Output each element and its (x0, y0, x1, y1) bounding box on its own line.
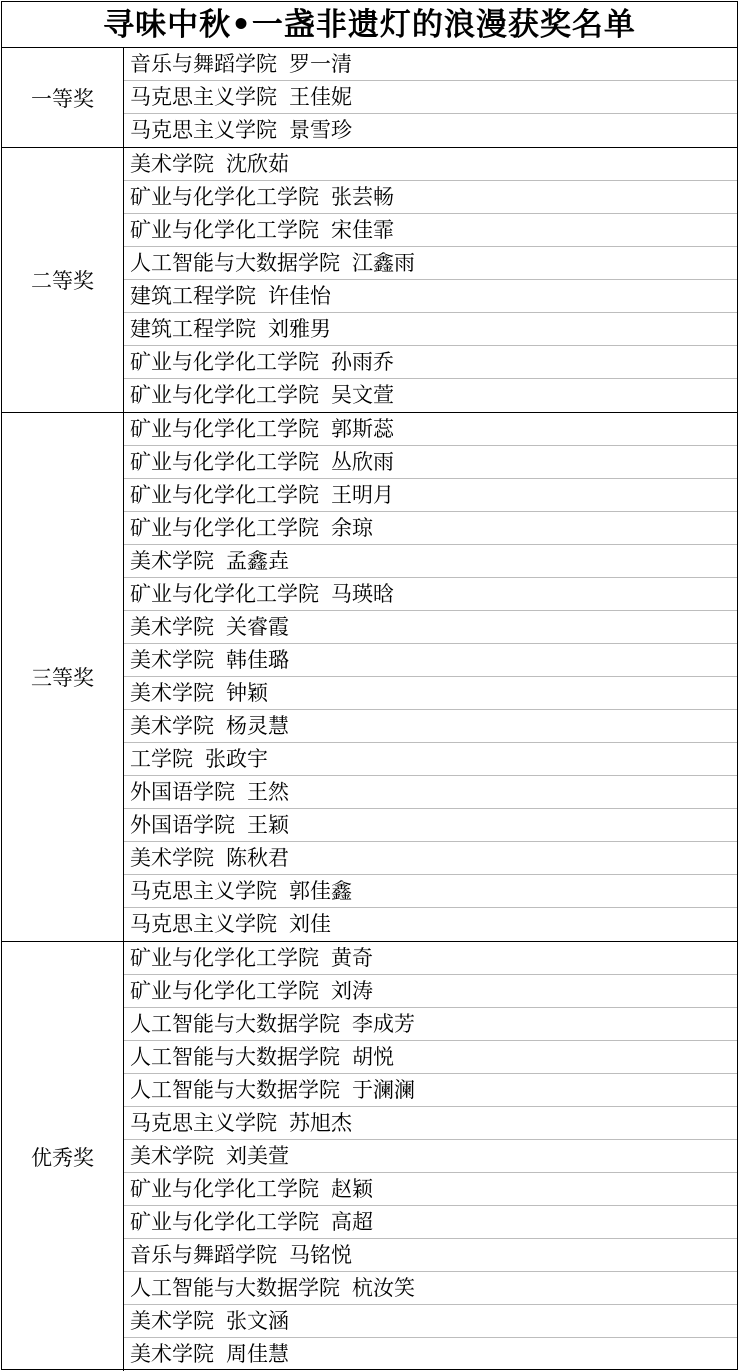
winner-name: 刘涛 (331, 979, 373, 1003)
college-name: 美术学院 (130, 714, 214, 738)
winner-name: 刘雅男 (268, 317, 331, 341)
college-name: 音乐与舞蹈学院 (130, 52, 277, 76)
winner-row (124, 677, 737, 710)
award-group (2, 48, 737, 148)
winner-row (124, 1107, 737, 1140)
college-name: 矿业与化学化工学院 (130, 1210, 319, 1234)
winner-name: 张芸畅 (331, 185, 394, 209)
winner-list (124, 413, 737, 941)
winner-name: 江鑫雨 (352, 251, 415, 275)
winner-name: 吴文萱 (331, 383, 394, 407)
winner-row (124, 1173, 737, 1206)
winner-name: 苏旭杰 (289, 1111, 352, 1135)
college-name: 矿业与化学化工学院 (130, 582, 319, 606)
winner-row (124, 247, 737, 280)
winner-row (124, 280, 737, 313)
college-name: 人工智能与大数据学院 (130, 1045, 340, 1069)
college-name: 人工智能与大数据学院 (130, 1276, 340, 1300)
award-level-cell: 二等奖 (2, 148, 124, 412)
winner-row (124, 346, 737, 379)
winner-name: 钟颖 (226, 681, 268, 705)
college-name: 美术学院 (130, 549, 214, 573)
page-title: 寻味中秋•一盏非遗灯的浪漫获奖名单 (2, 2, 737, 48)
college-name: 建筑工程学院 (130, 317, 256, 341)
winner-row (124, 1305, 737, 1338)
college-name: 人工智能与大数据学院 (130, 1012, 340, 1036)
winner-row (124, 413, 737, 446)
winner-row (124, 776, 737, 809)
winner-name: 韩佳璐 (226, 648, 289, 672)
winner-name: 周佳慧 (226, 1342, 289, 1366)
winner-name: 关睿霞 (226, 615, 289, 639)
college-name: 矿业与化学化工学院 (130, 979, 319, 1003)
winner-name: 马瑛晗 (331, 582, 394, 606)
winner-name: 罗一清 (289, 52, 352, 76)
winner-name: 高超 (331, 1210, 373, 1234)
college-name: 外国语学院 (130, 780, 235, 804)
college-name: 矿业与化学化工学院 (130, 185, 319, 209)
college-name: 美术学院 (130, 846, 214, 870)
winner-row (124, 479, 737, 512)
winner-row (124, 1041, 737, 1074)
winner-row (124, 1272, 737, 1305)
winner-row (124, 942, 737, 975)
winner-row (124, 644, 737, 677)
award-group (2, 413, 737, 942)
winner-name: 王颖 (247, 813, 289, 837)
winner-name: 余琼 (331, 516, 373, 540)
college-name: 人工智能与大数据学院 (130, 1078, 340, 1102)
winner-row (124, 743, 737, 776)
winner-name: 王明月 (331, 483, 394, 507)
winner-name: 郭斯蕊 (331, 417, 394, 441)
college-name: 外国语学院 (130, 813, 235, 837)
college-name: 音乐与舞蹈学院 (130, 1243, 277, 1267)
college-name: 人工智能与大数据学院 (130, 251, 340, 275)
college-name: 矿业与化学化工学院 (130, 946, 319, 970)
college-name: 美术学院 (130, 648, 214, 672)
winner-name: 孙雨乔 (331, 350, 394, 374)
winner-row (124, 48, 737, 81)
award-groups (2, 48, 737, 1371)
winner-name: 杨灵慧 (226, 714, 289, 738)
winner-row (124, 975, 737, 1008)
winner-row (124, 1206, 737, 1239)
winner-name: 许佳怡 (268, 284, 331, 308)
winner-row (124, 1008, 737, 1041)
award-list-table (1, 1, 738, 1370)
winner-name: 王然 (247, 780, 289, 804)
winner-row (124, 1239, 737, 1272)
college-name: 马克思主义学院 (130, 879, 277, 903)
college-name: 矿业与化学化工学院 (130, 516, 319, 540)
college-name: 矿业与化学化工学院 (130, 450, 319, 474)
winner-list (124, 942, 737, 1371)
winner-name: 刘佳 (289, 912, 331, 936)
winner-name: 陈秋君 (226, 846, 289, 870)
college-name: 马克思主义学院 (130, 1111, 277, 1135)
winner-name: 郭佳鑫 (289, 879, 352, 903)
college-name: 美术学院 (130, 1309, 214, 1333)
winner-name: 李成芳 (352, 1012, 415, 1036)
winner-row (124, 1140, 737, 1173)
college-name: 矿业与化学化工学院 (130, 1177, 319, 1201)
award-level-cell: 一等奖 (2, 48, 124, 147)
college-name: 矿业与化学化工学院 (130, 417, 319, 441)
winner-row (124, 446, 737, 479)
winner-list (124, 148, 737, 412)
college-name: 美术学院 (130, 615, 214, 639)
winner-row (124, 1338, 737, 1371)
winner-row (124, 379, 737, 412)
college-name: 矿业与化学化工学院 (130, 483, 319, 507)
winner-row (124, 114, 737, 147)
winner-row (124, 578, 737, 611)
winner-name: 杭汝笑 (352, 1276, 415, 1300)
college-name: 矿业与化学化工学院 (130, 350, 319, 374)
winner-name: 张政宇 (205, 747, 268, 771)
winner-name: 胡悦 (352, 1045, 394, 1069)
college-name: 矿业与化学化工学院 (130, 218, 319, 242)
winner-name: 王佳妮 (289, 85, 352, 109)
winner-row (124, 875, 737, 908)
winner-name: 丛欣雨 (331, 450, 394, 474)
winner-row (124, 1074, 737, 1107)
award-group (2, 942, 737, 1371)
winner-row (124, 313, 737, 346)
award-group (2, 148, 737, 413)
college-name: 建筑工程学院 (130, 284, 256, 308)
college-name: 马克思主义学院 (130, 85, 277, 109)
winner-row (124, 611, 737, 644)
college-name: 美术学院 (130, 1144, 214, 1168)
college-name: 马克思主义学院 (130, 912, 277, 936)
winner-row (124, 181, 737, 214)
winner-row (124, 809, 737, 842)
winner-name: 黄奇 (331, 946, 373, 970)
winner-row (124, 512, 737, 545)
winner-list (124, 48, 737, 147)
winner-row (124, 148, 737, 181)
winner-name: 于澜澜 (352, 1078, 415, 1102)
winner-name: 张文涵 (226, 1309, 289, 1333)
winner-row (124, 842, 737, 875)
winner-row (124, 81, 737, 114)
college-name: 美术学院 (130, 152, 214, 176)
winner-name: 景雪珍 (289, 118, 352, 142)
winner-name: 刘美萱 (226, 1144, 289, 1168)
winner-name: 赵颖 (331, 1177, 373, 1201)
college-name: 马克思主义学院 (130, 118, 277, 142)
winner-row (124, 214, 737, 247)
college-name: 工学院 (130, 747, 193, 771)
winner-row (124, 908, 737, 941)
winner-row (124, 710, 737, 743)
winner-name: 沈欣茹 (226, 152, 289, 176)
winner-name: 孟鑫垚 (226, 549, 289, 573)
winner-name: 宋佳霏 (331, 218, 394, 242)
winner-row (124, 545, 737, 578)
winner-name: 马铭悦 (289, 1243, 352, 1267)
college-name: 矿业与化学化工学院 (130, 383, 319, 407)
college-name: 美术学院 (130, 1342, 214, 1366)
college-name: 美术学院 (130, 681, 214, 705)
award-level-cell: 优秀奖 (2, 942, 124, 1371)
award-level-cell: 三等奖 (2, 413, 124, 941)
